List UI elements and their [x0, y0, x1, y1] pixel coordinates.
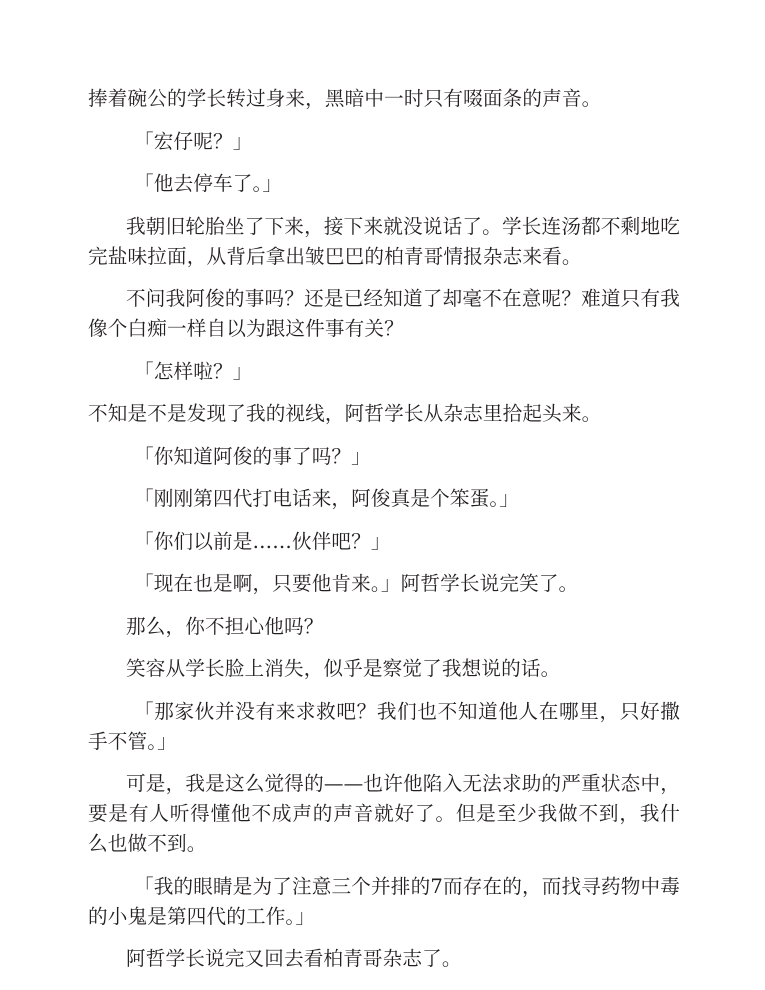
paragraph: 那么，你不担心他吗？	[126, 614, 324, 638]
dialogue-line: 「怎样啦？」	[134, 359, 253, 383]
dialogue-line: 「刚刚第四代打电话来，阿俊真是个笨蛋。」	[134, 487, 520, 510]
dialogue-line: 「现在也是啊，只要他肯来。」阿哲学长说完笑了。	[134, 572, 579, 595]
dialogue-line: 「你知道阿俊的事了吗？」	[134, 444, 371, 468]
paragraph: 我朝旧轮胎坐了下来，接下来就没说话了。学长连汤都不剩地吃完盐味拉面，从背后拿出皱巴巴的柏青哥情报杂志来看。	[88, 214, 680, 268]
paragraph: 笑容从学长脸上消失，似乎是察觉了我想说的话。	[126, 657, 561, 680]
dialogue-line: 「宏仔呢？」	[134, 129, 253, 153]
dialogue-line: 「他去停车了。」	[134, 172, 283, 195]
paragraph: 不问我阿俊的事吗？还是已经知道了却毫不在意呢？难道只有我像个白痴一样自以为跟这件事有关？	[88, 287, 680, 340]
dialogue-line: 「那家伙并没有来求救吧？我们也不知道他人在哪里，只好撒手不管。」	[88, 699, 680, 753]
dialogue-line: 「我的眼睛是为了注意三个并排的7而存在的，而找寻药物中毒的小鬼是第四代的工作。」	[88, 874, 680, 928]
paragraph: 捧着碗公的学长转过身来，黑暗中一时只有啜面条的声音。	[88, 87, 602, 110]
dialogue-line: 「你们以前是……伙伴吧？」	[134, 529, 391, 553]
paragraph: 可是，我是这么觉得的——也许他陷入无法求助的严重状态中，要是有人听得懂他不成声的声音就好了。但是至少我做不到，我什么也做不到。	[88, 772, 680, 855]
text-column	[88, 84, 680, 987]
paragraph: 阿哲学长说完又回去看柏青哥杂志了。	[126, 947, 462, 970]
paragraph: 不知是不是发现了我的视线，阿哲学长从杂志里拾起头来。	[88, 402, 602, 425]
